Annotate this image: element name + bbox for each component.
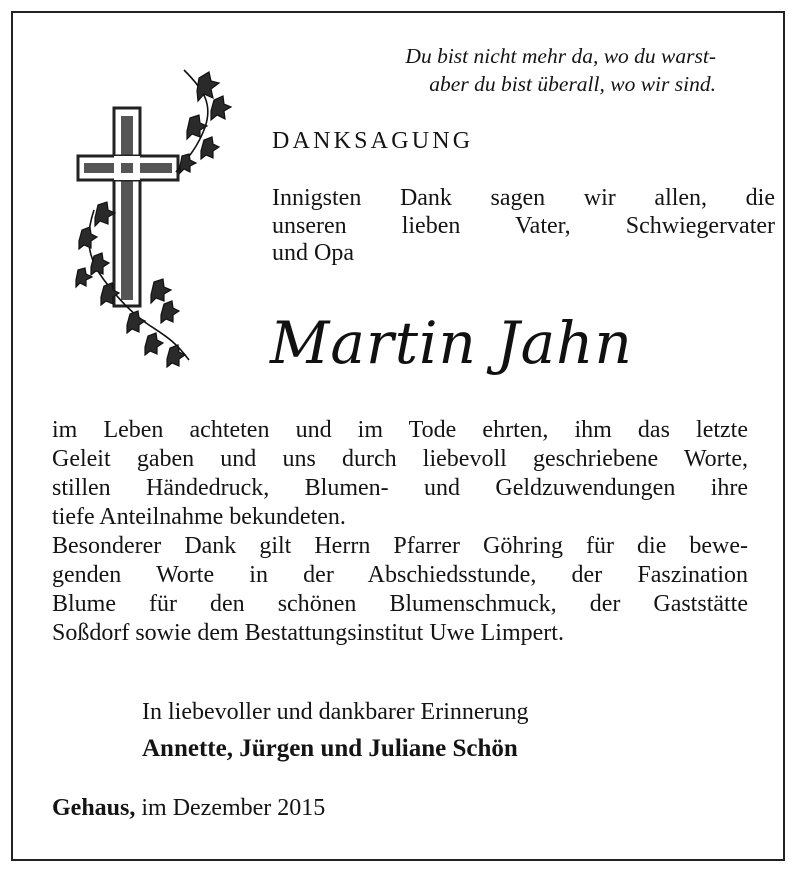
body-line: genden Worte in der Abschiedsstunde, der Faszination [52,562,748,588]
body-line: tiefe Anteilnahme bekundeten. [52,504,346,530]
body-line: stillen Händedruck, Blumen- und Geldzuwendungen ihre [52,475,748,501]
motto-line: Du bist nicht mehr da, wo du warst- [405,44,716,68]
intro-line: und Opa [272,240,354,266]
deceased-name-text: Martin Jahn [270,309,633,377]
body-text [52,416,748,648]
signers: Annette, Jürgen und Juliane Schön [142,735,518,762]
place-date [52,795,325,822]
body-line: Besonderer Dank gilt Herrn Pfarrer Göhring für die bewe- [52,533,748,559]
place: Gehaus, [52,795,136,821]
body-line: Soßdorf sowie dem Bestattungsinstitut Uwe Limpert. [52,620,564,646]
body-line: im Leben achteten und im Tode ehrten, ihm das letzte [52,417,748,443]
date: im Dezember 2015 [141,795,326,821]
heading: DANKSAGUNG [272,128,474,154]
intro-line: unseren lieben Vater, Schwiegervater [272,212,775,239]
body-line: Blume für den schönen Blumenschmuck, der Gaststätte [52,591,748,617]
closing-line: In liebevoller und dankbarer Erinnerung [142,699,529,725]
motto [330,42,716,98]
deceased-name [268,297,668,377]
intro-text [272,185,775,268]
motto-line: aber du bist überall, wo wir sind. [429,72,716,96]
cross-with-ivy-icon [64,60,244,370]
body-line: Geleit gaben und uns durch liebevoll geschriebene Worte, [52,446,748,472]
intro-line: Innigsten Dank sagen wir allen, die [272,185,775,211]
